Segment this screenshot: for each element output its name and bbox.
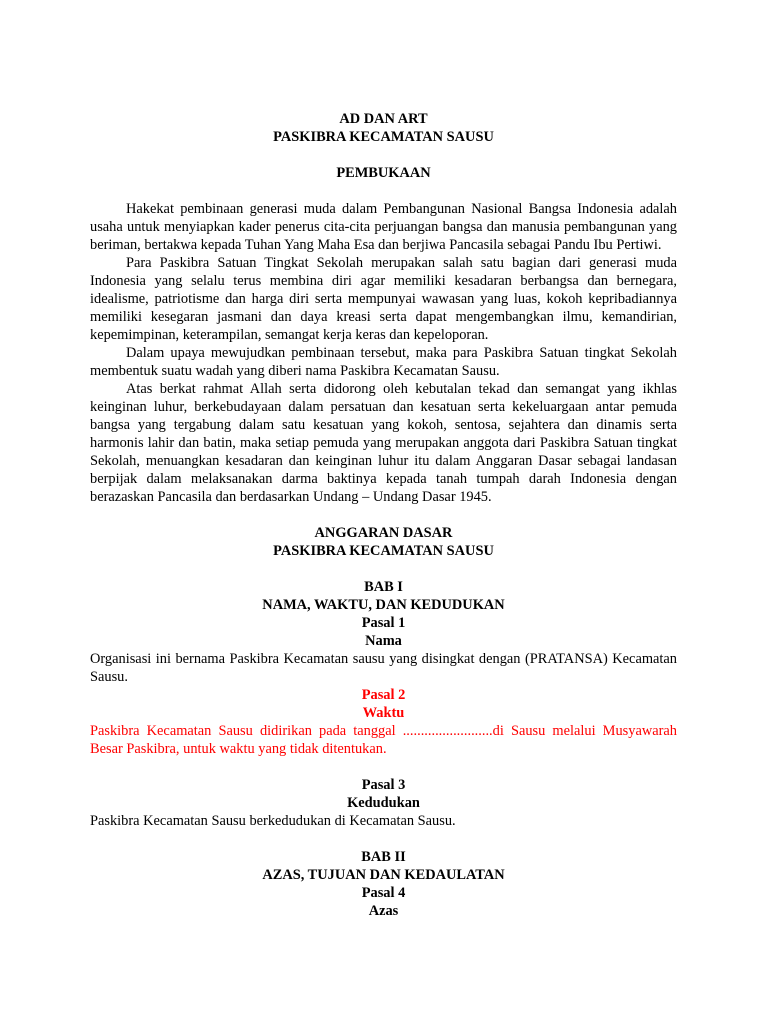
spacer bbox=[90, 560, 677, 578]
pasal-3-text: Paskibra Kecamatan Sausu berkedudukan di Kecamatan Sausu. bbox=[90, 813, 456, 829]
pasal-2-number: Pasal 2 bbox=[361, 687, 406, 703]
bab-2-title: AZAS, TUJUAN DAN KEDAULATAN bbox=[262, 867, 505, 883]
spacer bbox=[90, 146, 677, 164]
pembukaan-paragraph: Para Paskibra Satuan Tingkat Sekolah merupakan salah satu bagian dari generasi muda Indonesia yang selalu terus membina diri agar memiliki kesadaran berbangsa dan bernegara, idealisme, patriotisme dan harga diri serta mempunyai wawasan yang luas, kokoh kepribadiannya memiliki kesegaran jasmani dan daya kreasi serta dapat mengembangkan ilmu, kemandirian, kepemimpinan, keterampilan, semangat kerja keras dan kepeloporan. bbox=[90, 255, 677, 343]
spacer bbox=[90, 758, 677, 776]
spacer bbox=[90, 182, 677, 200]
doc-title: AD DAN ART bbox=[339, 111, 428, 127]
pembukaan-heading: PEMBUKAAN bbox=[336, 165, 431, 181]
pasal-2-text: Paskibra Kecamatan Sausu didirikan pada tanggal .........................di Sausu melalui Musyawarah Besar Paskibra, untuk waktu yang tidak ditentukan. bbox=[90, 723, 677, 757]
document-content bbox=[90, 110, 677, 920]
pembukaan-paragraph: Hakekat pembinaan generasi muda dalam Pembangunan Nasional Bangsa Indonesia adalah usaha untuk menyiapkan kader penerus cita-cita perjuangan bangsa dan manusia pembangunan yang beriman, bertakwa kepada Tuhan Yang Maha Esa dan berjiwa Pancasila sebagai Pandu Ibu Pertiwi. bbox=[90, 201, 677, 253]
spacer bbox=[90, 506, 677, 524]
pasal-3-title: Kedudukan bbox=[347, 795, 420, 811]
pasal-1-title: Nama bbox=[365, 633, 402, 649]
bab-1-number: BAB I bbox=[364, 579, 403, 595]
bab-1-title: NAMA, WAKTU, DAN KEDUDUKAN bbox=[262, 597, 505, 613]
spacer bbox=[90, 830, 677, 848]
pasal-4-number: Pasal 4 bbox=[361, 885, 406, 901]
pembukaan-paragraph: Atas berkat rahmat Allah serta didorong oleh kebutalan tekad dan semangat yang ikhlas keinginan luhur, berkebudayaan dalam persatuan dan kesatuan serta kekeluargaan antar pemuda bangsa yang tergabung dalam satu kesatuan yang kokoh, sentosa, sejahtera dan dinamis serta harmonis lahir dan batin, maka setiap pemuda yang merupakan anggota dari Paskibra Satuan tingkat Sekolah, menuangkan kesadaran dan keinginan luhur itu dalam Anggaran Dasar sebagai landasan berpijak dalam melaksanakan darma baktinya kepada tanah tumpah darah Indonesia dengan berazaskan Pancasila dan berdasarkan Undang – Undang Dasar 1945. bbox=[90, 381, 677, 505]
pasal-3-number: Pasal 3 bbox=[361, 777, 406, 793]
pasal-1-text: Organisasi ini bernama Paskibra Kecamatan sausu yang disingkat dengan (PRATANSA) Kecamatan Sausu. bbox=[90, 651, 677, 685]
pasal-1-number: Pasal 1 bbox=[361, 615, 406, 631]
anggaran-dasar-subheading: PASKIBRA KECAMATAN SAUSU bbox=[273, 543, 494, 559]
pasal-4-title: Azas bbox=[368, 903, 399, 919]
pasal-2-title: Waktu bbox=[362, 705, 405, 721]
doc-subtitle: PASKIBRA KECAMATAN SAUSU bbox=[273, 129, 494, 145]
bab-2-number: BAB II bbox=[361, 849, 406, 865]
pembukaan-paragraph: Dalam upaya mewujudkan pembinaan tersebut, maka para Paskibra Satuan tingkat Sekolah membentuk suatu wadah yang diberi nama Paskibra Kecamatan Sausu. bbox=[90, 345, 677, 379]
anggaran-dasar-heading: ANGGARAN DASAR bbox=[314, 525, 453, 541]
